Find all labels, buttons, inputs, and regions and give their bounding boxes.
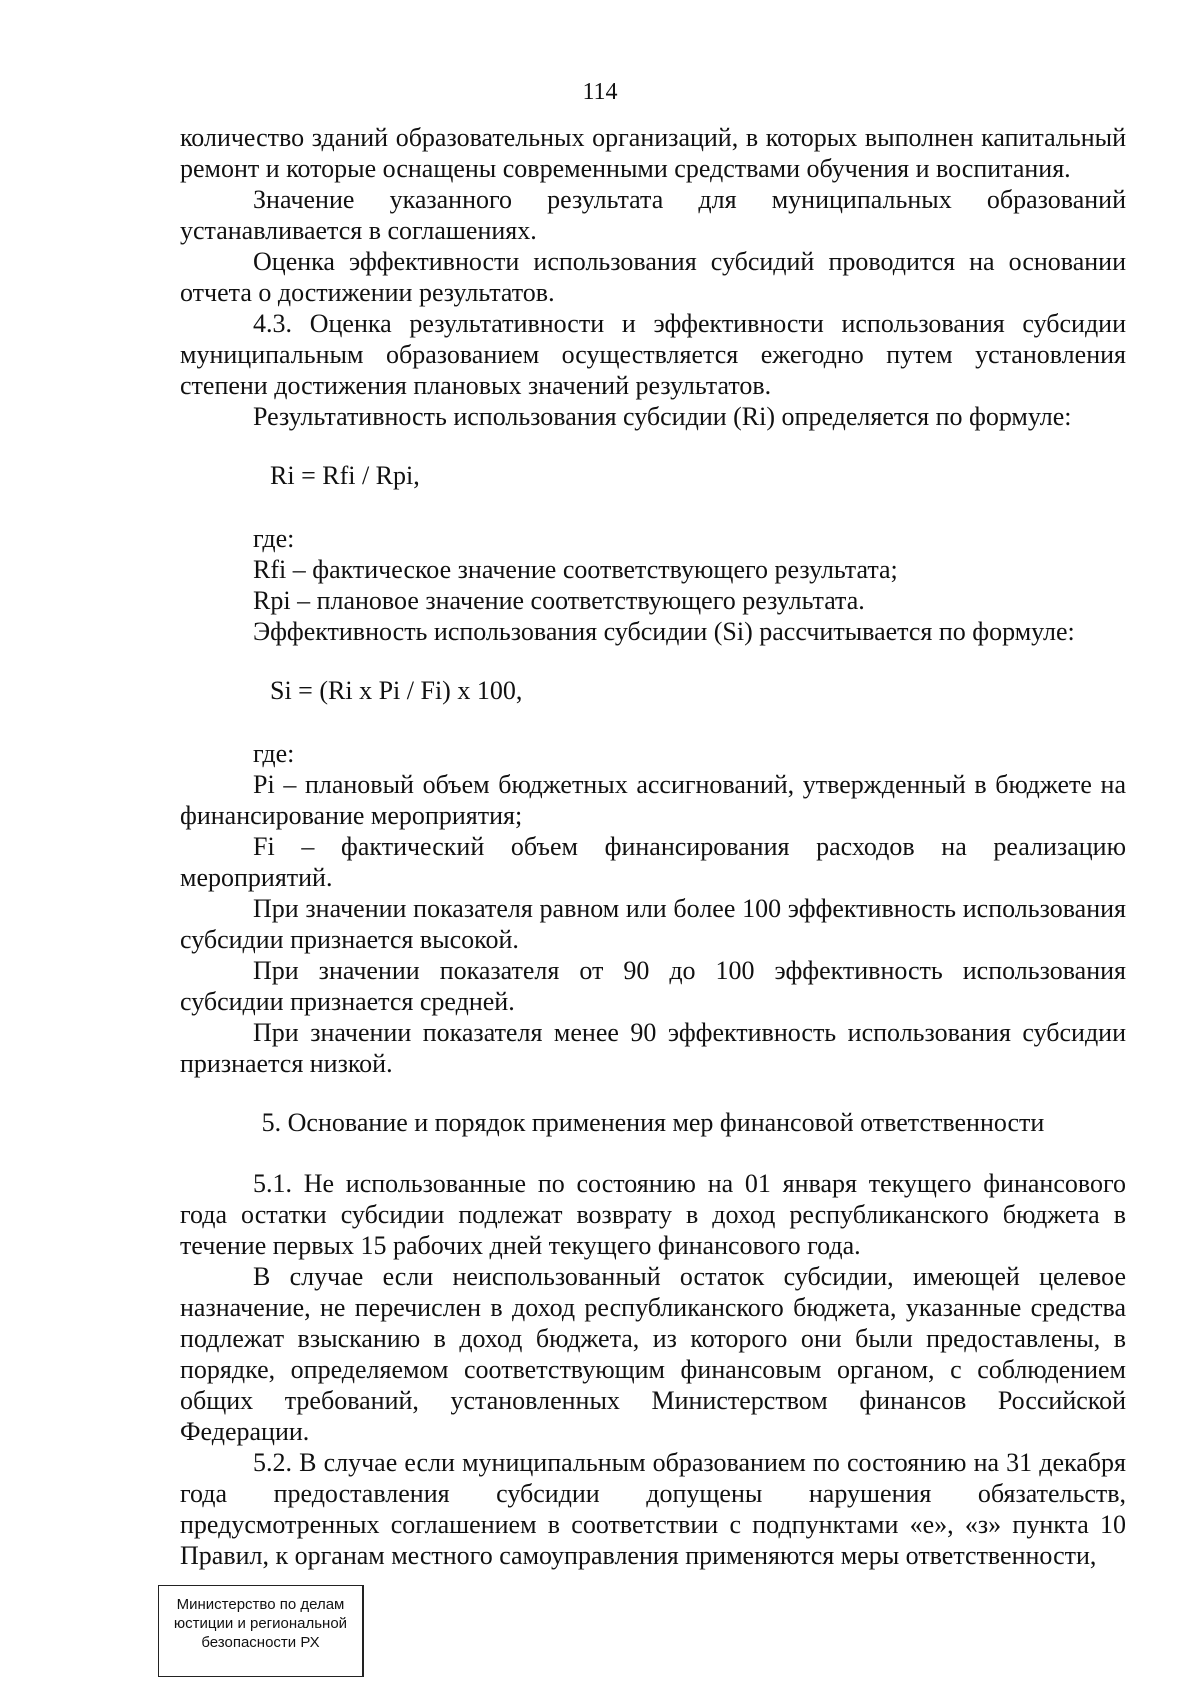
paragraph: Эффективность использования субсидии (Si) рассчитывается по формуле: (253, 617, 1075, 646)
where-label: где: (253, 524, 295, 553)
section-5-title: 5. Основание и порядок применения мер финансовой ответственности (261, 1108, 1045, 1137)
paragraph: В случае если неиспользованный остаток субсидии, имеющей целевое назначение, не перечислен в доход республиканского бюджета, указанные средства подлежат взысканию в доход бюджета, из которого они были предоставлены, в порядке, определяемом соответствующим финансовым органом, с соблюдением общих требований, установленных Министерством финансов Российской Федерации. (180, 1262, 1126, 1446)
paragraph: Результативность использования субсидии (Ri) определяется по формуле: (253, 402, 1072, 431)
paragraph: Оценка эффективности использования субсидий проводится на основании отчета о достижении результатов. (180, 247, 1126, 307)
definition-rfi: Rfi – фактическое значение соответствующего результата; (253, 555, 898, 584)
stamp-line: безопасности РХ (201, 1634, 320, 1651)
paragraph: Значение указанного результата для муниципальных образований устанавливается в соглашениях. (180, 185, 1126, 245)
definition-pi: Pi – плановый объем бюджетных ассигнований, утвержденный в бюджете на финансирование мероприятия; (180, 770, 1126, 830)
formula-si: Si = (Ri x Pi / Fi) x 100, (270, 676, 523, 705)
definition-fi: Fi – фактический объем финансирования расходов на реализацию мероприятий. (180, 832, 1126, 892)
paragraph-5-1: 5.1. Не использованные по состоянию на 01 января текущего финансового года остатки субсидии подлежат возврату в доход республиканского бюджета в течение первых 15 рабочих дней текущего финансового года. (180, 1169, 1126, 1260)
paragraph-4-3: 4.3. Оценка результативности и эффективности использования субсидии муниципальным образованием осуществляется ежегодно путем установления степени достижения плановых значений результатов. (180, 309, 1126, 400)
paragraph: При значении показателя от 90 до 100 эффективность использования субсидии признается средней. (180, 956, 1126, 1016)
where-label: где: (253, 739, 295, 768)
paragraph-5-2: 5.2. В случае если муниципальным образованием по состоянию на 31 декабря года предоставления субсидии допущены нарушения обязательств, предусмотренных соглашением в соответствии с подпунктами «е», «з» пункта 10 Правил, к органам местного самоуправления применяются меры ответственности, (180, 1448, 1126, 1570)
stamp-line: Министерство по делам (176, 1596, 345, 1613)
paragraph: количество зданий образовательных организаций, в которых выполнен капитальный ремонт и которые оснащены современными средствами обучения и воспитания. (180, 123, 1126, 183)
formula-ri: Ri = Rfi / Rpi, (270, 461, 420, 490)
paragraph: При значении показателя менее 90 эффективность использования субсидии признается низкой. (180, 1018, 1126, 1078)
page-number: 114 (582, 79, 618, 105)
paragraph: При значении показателя равном или более 100 эффективность использования субсидии признается высокой. (180, 894, 1126, 954)
definition-rpi: Rpi – плановое значение соответствующего результата. (253, 586, 865, 615)
ministry-stamp (158, 1585, 364, 1677)
document-body (180, 122, 1126, 1571)
stamp-line: юстиции и региональной (173, 1615, 348, 1632)
